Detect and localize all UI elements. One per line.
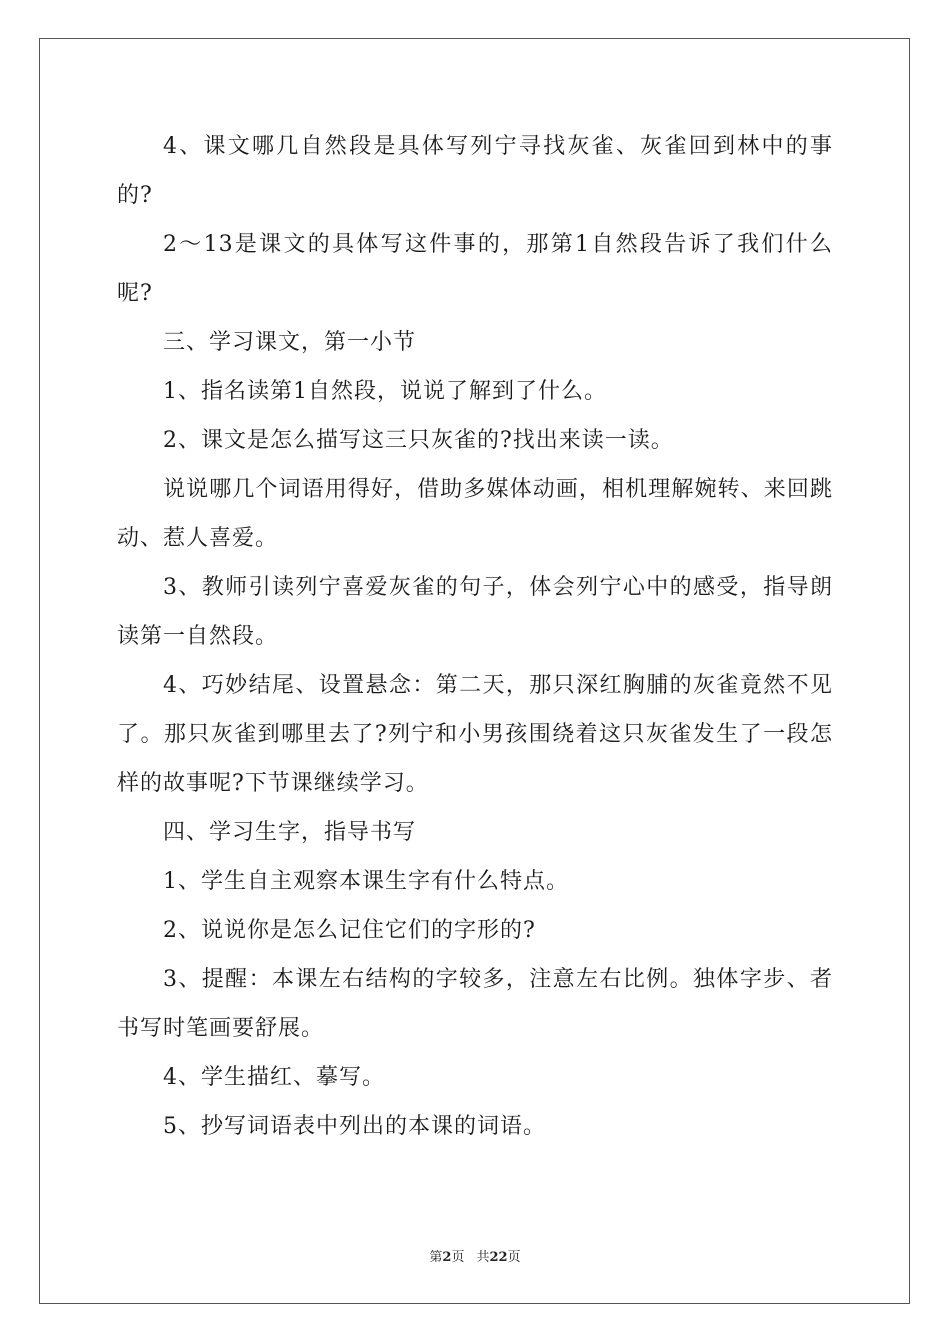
total-suffix: 页 — [507, 1250, 521, 1265]
page-suffix: 页 — [451, 1250, 465, 1265]
paragraph: 1、指名读第1自然段，说说了解到了什么。 — [163, 379, 607, 404]
page-footer — [0, 1246, 950, 1265]
paragraph: 3、教师引读列宁喜爱灰雀的句子，体会列宁心中的感受，指导朗读第一自然段。 — [117, 575, 833, 649]
paragraph: 4、学生描红、摹写。 — [163, 1065, 385, 1090]
paragraph: 1、学生自主观察本课生字有什么特点。 — [163, 869, 569, 894]
section-heading: 三、学习课文，第一小节 — [163, 330, 417, 355]
total-prefix: 共 — [476, 1250, 490, 1265]
paragraph: 4、课文哪几自然段是具体写列宁寻找灰雀、灰雀回到林中的事的? — [117, 134, 833, 208]
document-body — [117, 122, 833, 1151]
paragraph: 2、课文是怎么描写这三只灰雀的?找出来读一读。 — [163, 428, 674, 453]
paragraph: 说说哪几个词语用得好，借助多媒体动画，相机理解婉转、来回跳动、惹人喜爱。 — [117, 477, 833, 551]
section-heading: 四、学习生字，指导书写 — [163, 820, 417, 845]
paragraph: 2～13是课文的具体写这件事的，那第1自然段告诉了我们什么呢? — [117, 232, 833, 306]
paragraph: 2、说说你是怎么记住它们的字形的? — [163, 918, 536, 943]
paragraph: 3、提醒：本课左右结构的字较多，注意左右比例。独体字步、者书写时笔画要舒展。 — [117, 967, 833, 1041]
paragraph: 4、巧妙结尾、设置悬念：第二天，那只深红胸脯的灰雀竟然不见了。那只灰雀到哪里去了?列宁和小男孩围绕着这只灰雀发生了一段怎样的故事呢?下节课继续学习。 — [117, 673, 833, 796]
page-prefix: 第 — [429, 1250, 443, 1265]
total-pages: 22 — [489, 1250, 508, 1265]
paragraph: 5、抄写词语表中列出的本课的词语。 — [163, 1114, 546, 1139]
page-number: 2 — [442, 1250, 452, 1265]
